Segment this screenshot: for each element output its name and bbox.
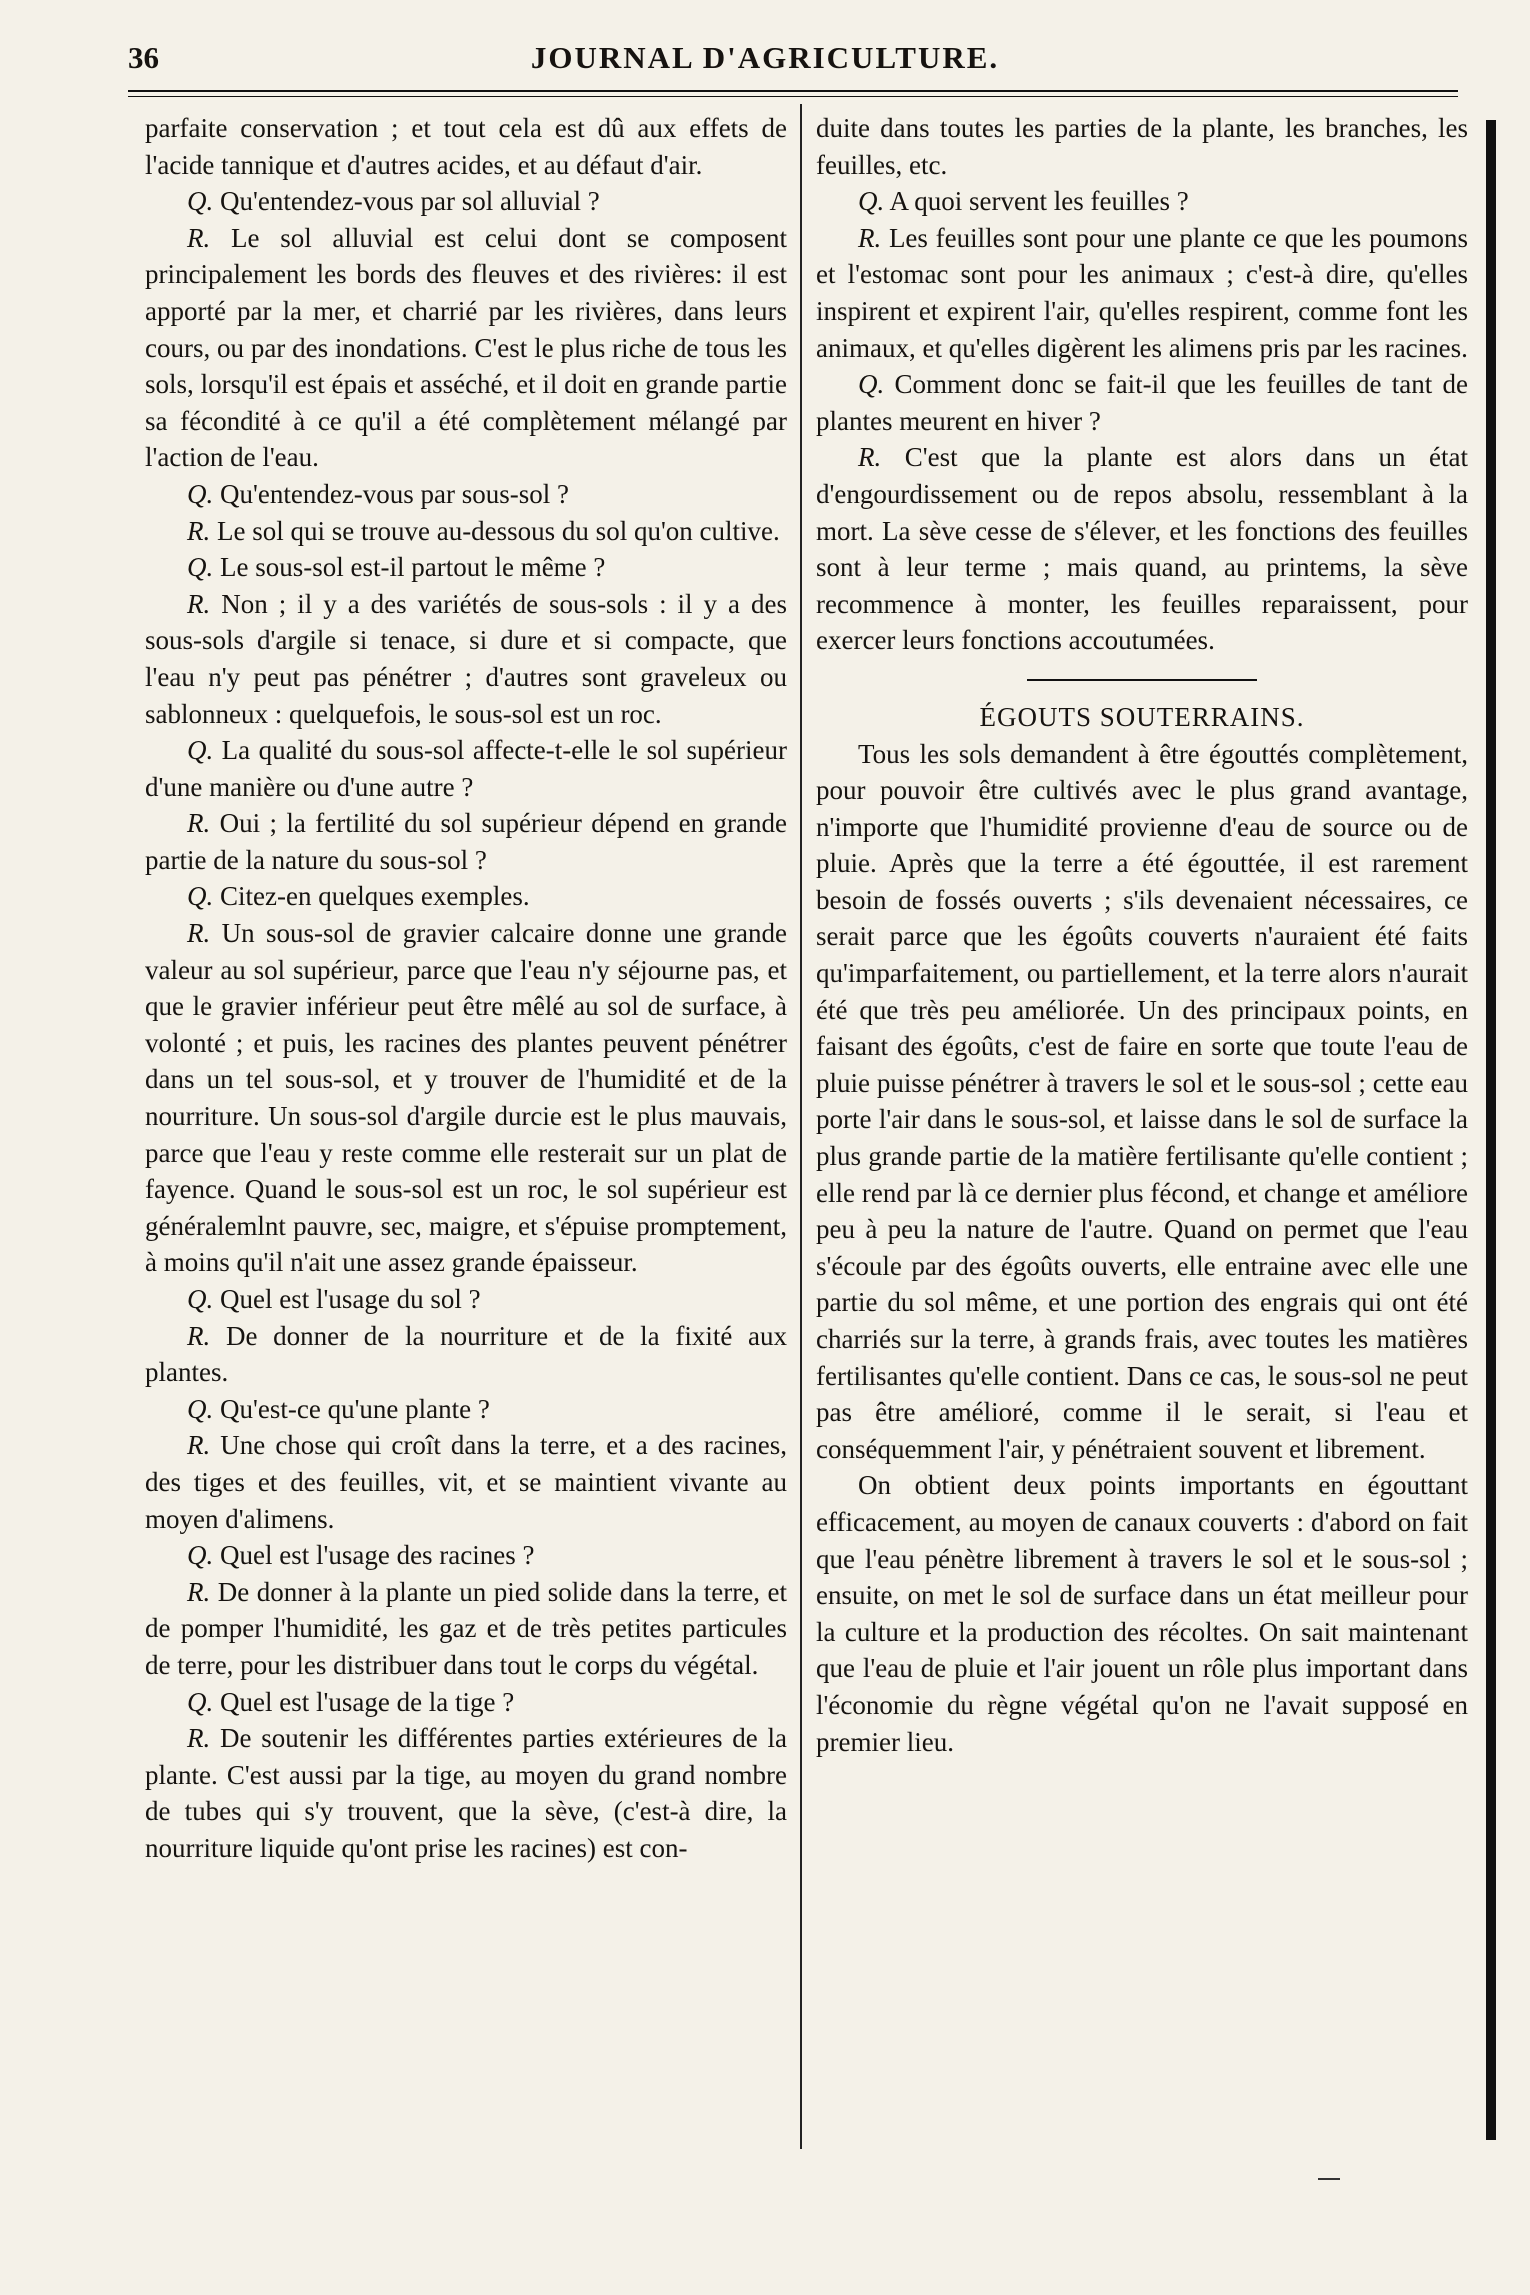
qa-paragraph	[145, 915, 787, 1281]
question-marker: Q.	[187, 881, 214, 912]
paragraph-text: Quel est l'usage du sol ?	[213, 1284, 481, 1314]
paragraph-text: Quel est l'usage des racines ?	[213, 1540, 535, 1571]
continued-paragraph: parfaite conservation ; et tout cela est dû aux effets de l'acide tannique et d'autres acides, et au défaut d'air.	[145, 113, 787, 180]
qa-paragraph	[816, 220, 1468, 366]
qa-paragraph	[145, 1537, 787, 1574]
answer-marker: R.	[858, 222, 882, 253]
paragraph-text: De donner de la nourriture et de la fixité aux plantes.	[145, 1320, 787, 1388]
answer-marker: R.	[187, 1320, 211, 1351]
question-marker: Q.	[187, 478, 214, 509]
answer-marker: R.	[187, 1723, 211, 1754]
qa-paragraph	[145, 1427, 787, 1537]
qa-paragraph	[145, 1281, 787, 1318]
paragraph-text: Le sol qui se trouve au-dessous du sol qu'on cultive.	[210, 515, 780, 546]
qa-paragraph	[145, 732, 787, 805]
qa-paragraph	[816, 183, 1468, 220]
paragraph-text: Qu'entendez-vous par sous-sol ?	[213, 478, 570, 509]
answer-marker: R.	[187, 222, 211, 253]
qa-paragraph	[816, 366, 1468, 439]
paragraph-text: Quel est l'usage de la tige ?	[213, 1686, 515, 1717]
column-divider	[800, 104, 802, 2149]
paragraph-text: C'est que la plante est alors dans un état d'engourdissement ou de repos absolu, ressemblant à la mort. La sève cesse de s'élever, et les fonctions des feuilles sont à leur terme ; mais quand, au printems, la sève recommence à monter, les feuilles reparaissent, pour exercer leurs fonctions accoutumées.	[816, 442, 1468, 656]
right-column	[816, 110, 1468, 1760]
qa-paragraph	[816, 439, 1468, 659]
question-marker: Q.	[858, 186, 885, 217]
question-marker: Q.	[187, 1284, 214, 1314]
qa-paragraph	[145, 1318, 787, 1391]
paragraph-text: Le sol alluvial est celui dont se composent principalement les bords des fleuves et des rivières: il est apporté par la mer, et charrié par les rivières, dans leurs cours, ou par des inondations. C'est le plus riche de tous les sols, lorsqu'il est épais et asséché, et il doit en grande partie sa fécondité à ce qu'il a été complètement mélangé par l'action de l'eau.	[145, 222, 787, 473]
running-title: JOURNAL D'AGRICULTURE.	[530, 40, 1000, 75]
paragraph-text: Un sous-sol de gravier calcaire donne une grande valeur au sol supérieur, parce que l'eau n'y séjourne pas, et que le gravier inférieur peut être mêlé au sol de surface, à volonté ; et puis, les racines des plantes peuvent pénétrer dans un tel sous-sol, et y trouver de l'humidité et de la nourriture. Un sous-sol d'argile durcie est le plus mauvais, parce que l'eau y reste comme elle resterait sur un plat de fayence. Quand le sous-sol est un roc, le sol supérieur est généralemlnt pauvre, sec, maigre, et s'épuise promptement, à moins qu'il n'ait une assez grande épaisseur.	[145, 918, 787, 1278]
question-marker: Q.	[187, 186, 214, 217]
answer-marker: R.	[187, 588, 211, 619]
question-marker: Q.	[187, 1540, 214, 1571]
body-paragraph: Tous les sols demandent à être égouttés complètement, pour pouvoir être cultivés avec le plus grand avantage, n'importe que l'humidité provienne d'eau de source ou de pluie. Après que la terre a été égouttée, il est rarement besoin de fossés ouverts ; s'ils devenaient nécessaires, ce serait parce que les égoûts couverts n'auraient été faits qu'imparfaitement, ou partiellement, et la terre alors n'aurait été que très peu améliorée. Un des principaux points, en faisant des égoûts, c'est de faire en sorte que toute l'eau de pluie puisse pénétrer à travers le sol et le sous-sol ; cette eau porte l'air dans le sous-sol, et laisse dans le sol de surface la plus grande partie de la matière fertilisante qu'elle contient ; elle rend par là ce dernier plus fécond, et change et améliore peu à peu la nature de l'autre. Quand on permet que l'eau s'écoule par des égoûts ouverts, elle entraine avec elle une partie du sol même, et une portion des engrais qui ont été charriés sur la terre, à grands frais, avec toutes les matières fertilisantes qu'elle contient. Dans ce cas, le sous-sol ne peut pas être amélioré, comme il le serait, si l'eau et conséquemment l'air, y pénétraient souvent et librement.	[816, 738, 1468, 1464]
paragraph-text: Les feuilles sont pour une plante ce que les poumons et l'estomac sont pour les animaux ; c'est-à dire, qu'elles inspirent et expirent l'air, qu'elles respirent, comme font les animaux, et qu'elles digèrent les alimens pris par les racines.	[816, 222, 1468, 363]
answer-marker: R.	[187, 515, 211, 546]
continued-paragraph: duite dans toutes les parties de la plante, les branches, les feuilles, etc.	[816, 113, 1468, 180]
qa-paragraph	[145, 549, 787, 586]
question-marker: Q.	[187, 552, 214, 583]
qa-paragraph	[145, 1391, 787, 1428]
qa-paragraph	[145, 878, 787, 915]
bottom-mark	[1318, 2178, 1340, 2180]
section-title: ÉGOUTS SOUTERRAINS.	[979, 701, 1305, 732]
qa-paragraph	[145, 513, 787, 550]
qa-paragraph	[145, 1720, 787, 1866]
paragraph-text: A quoi servent les feuilles ?	[884, 186, 1189, 217]
paragraph-text: Non ; il y a des variétés de sous-sols : il y a des sous-sols d'argile si tenace, si dure et si compacte, que l'eau n'y peut pas pénétrer ; d'autres sont graveleux ou sablonneux : quelquefois, le sous-sol est un roc.	[145, 588, 787, 729]
qa-paragraph	[145, 1574, 787, 1684]
paragraph-text: Qu'entendez-vous par sol alluvial ?	[213, 186, 600, 217]
paragraph-text: Qu'est-ce qu'une plante ?	[213, 1393, 490, 1424]
paragraph-text: Oui ; la fertilité du sol supérieur dépend en grande partie de la nature du sous-sol ?	[145, 808, 787, 875]
paragraph-text: De donner à la plante un pied solide dans la terre, et de pomper l'humidité, les gaz et de très petites particules de terre, pour les distribuer dans tout le corps du végétal.	[145, 1576, 787, 1680]
qa-paragraph	[145, 476, 787, 513]
paragraph-text: De soutenir les différentes parties extérieures de la plante. C'est aussi par la tige, au moyen du grand nombre de tubes qui s'y trouvent, que la sève, (c'est-à dire, la nourriture liquide qu'ont prise les racines) est con-	[145, 1723, 787, 1863]
question-marker: Q.	[187, 1686, 214, 1717]
body-paragraph: On obtient deux points importants en égouttant efficacement, au moyen de canaux couverts : d'abord on fait que l'eau pénètre librement à travers le sol et le sous-sol ; ensuite, on met le sol de surface dans un état meilleur pour la culture et la production des récoltes. On sait maintenant que l'eau de pluie et l'air jouent un rôle plus important dans l'économie du règne végétal qu'on ne l'avait supposé en premier lieu.	[816, 1470, 1468, 1757]
answer-marker: R.	[187, 808, 211, 839]
answer-marker: R.	[858, 442, 882, 473]
paragraph-text: La qualité du sous-sol affecte-t-elle le sol supérieur d'une manière ou d'une autre ?	[145, 735, 787, 802]
answer-marker: R.	[187, 1576, 211, 1607]
answer-marker: R.	[187, 1430, 211, 1461]
qa-paragraph	[145, 183, 787, 220]
right-edge-bar	[1486, 120, 1496, 2140]
header-rule	[128, 90, 1458, 92]
answer-marker: R.	[187, 918, 211, 949]
left-column	[145, 110, 787, 1867]
qa-paragraph	[145, 220, 787, 476]
page-number: 36	[128, 40, 159, 75]
section-divider	[1027, 679, 1257, 681]
paragraph-text: Citez-en quelques exemples.	[213, 881, 530, 912]
question-marker: Q.	[187, 1393, 214, 1424]
question-marker: Q.	[187, 735, 214, 766]
qa-paragraph	[145, 1684, 787, 1721]
paragraph-text: Comment donc se fait-il que les feuilles de tant de plantes meurent en hiver ?	[816, 369, 1468, 436]
qa-paragraph	[145, 805, 787, 878]
question-marker: Q.	[858, 369, 885, 400]
paragraph-text: Le sous-sol est-il partout le même ?	[213, 552, 606, 583]
paragraph-text: Une chose qui croît dans la terre, et a des racines, des tiges et des feuilles, vit, et se maintient vivante au moyen d'alimens.	[145, 1430, 787, 1534]
qa-paragraph	[145, 586, 787, 732]
header-rule-thin	[128, 96, 1458, 97]
